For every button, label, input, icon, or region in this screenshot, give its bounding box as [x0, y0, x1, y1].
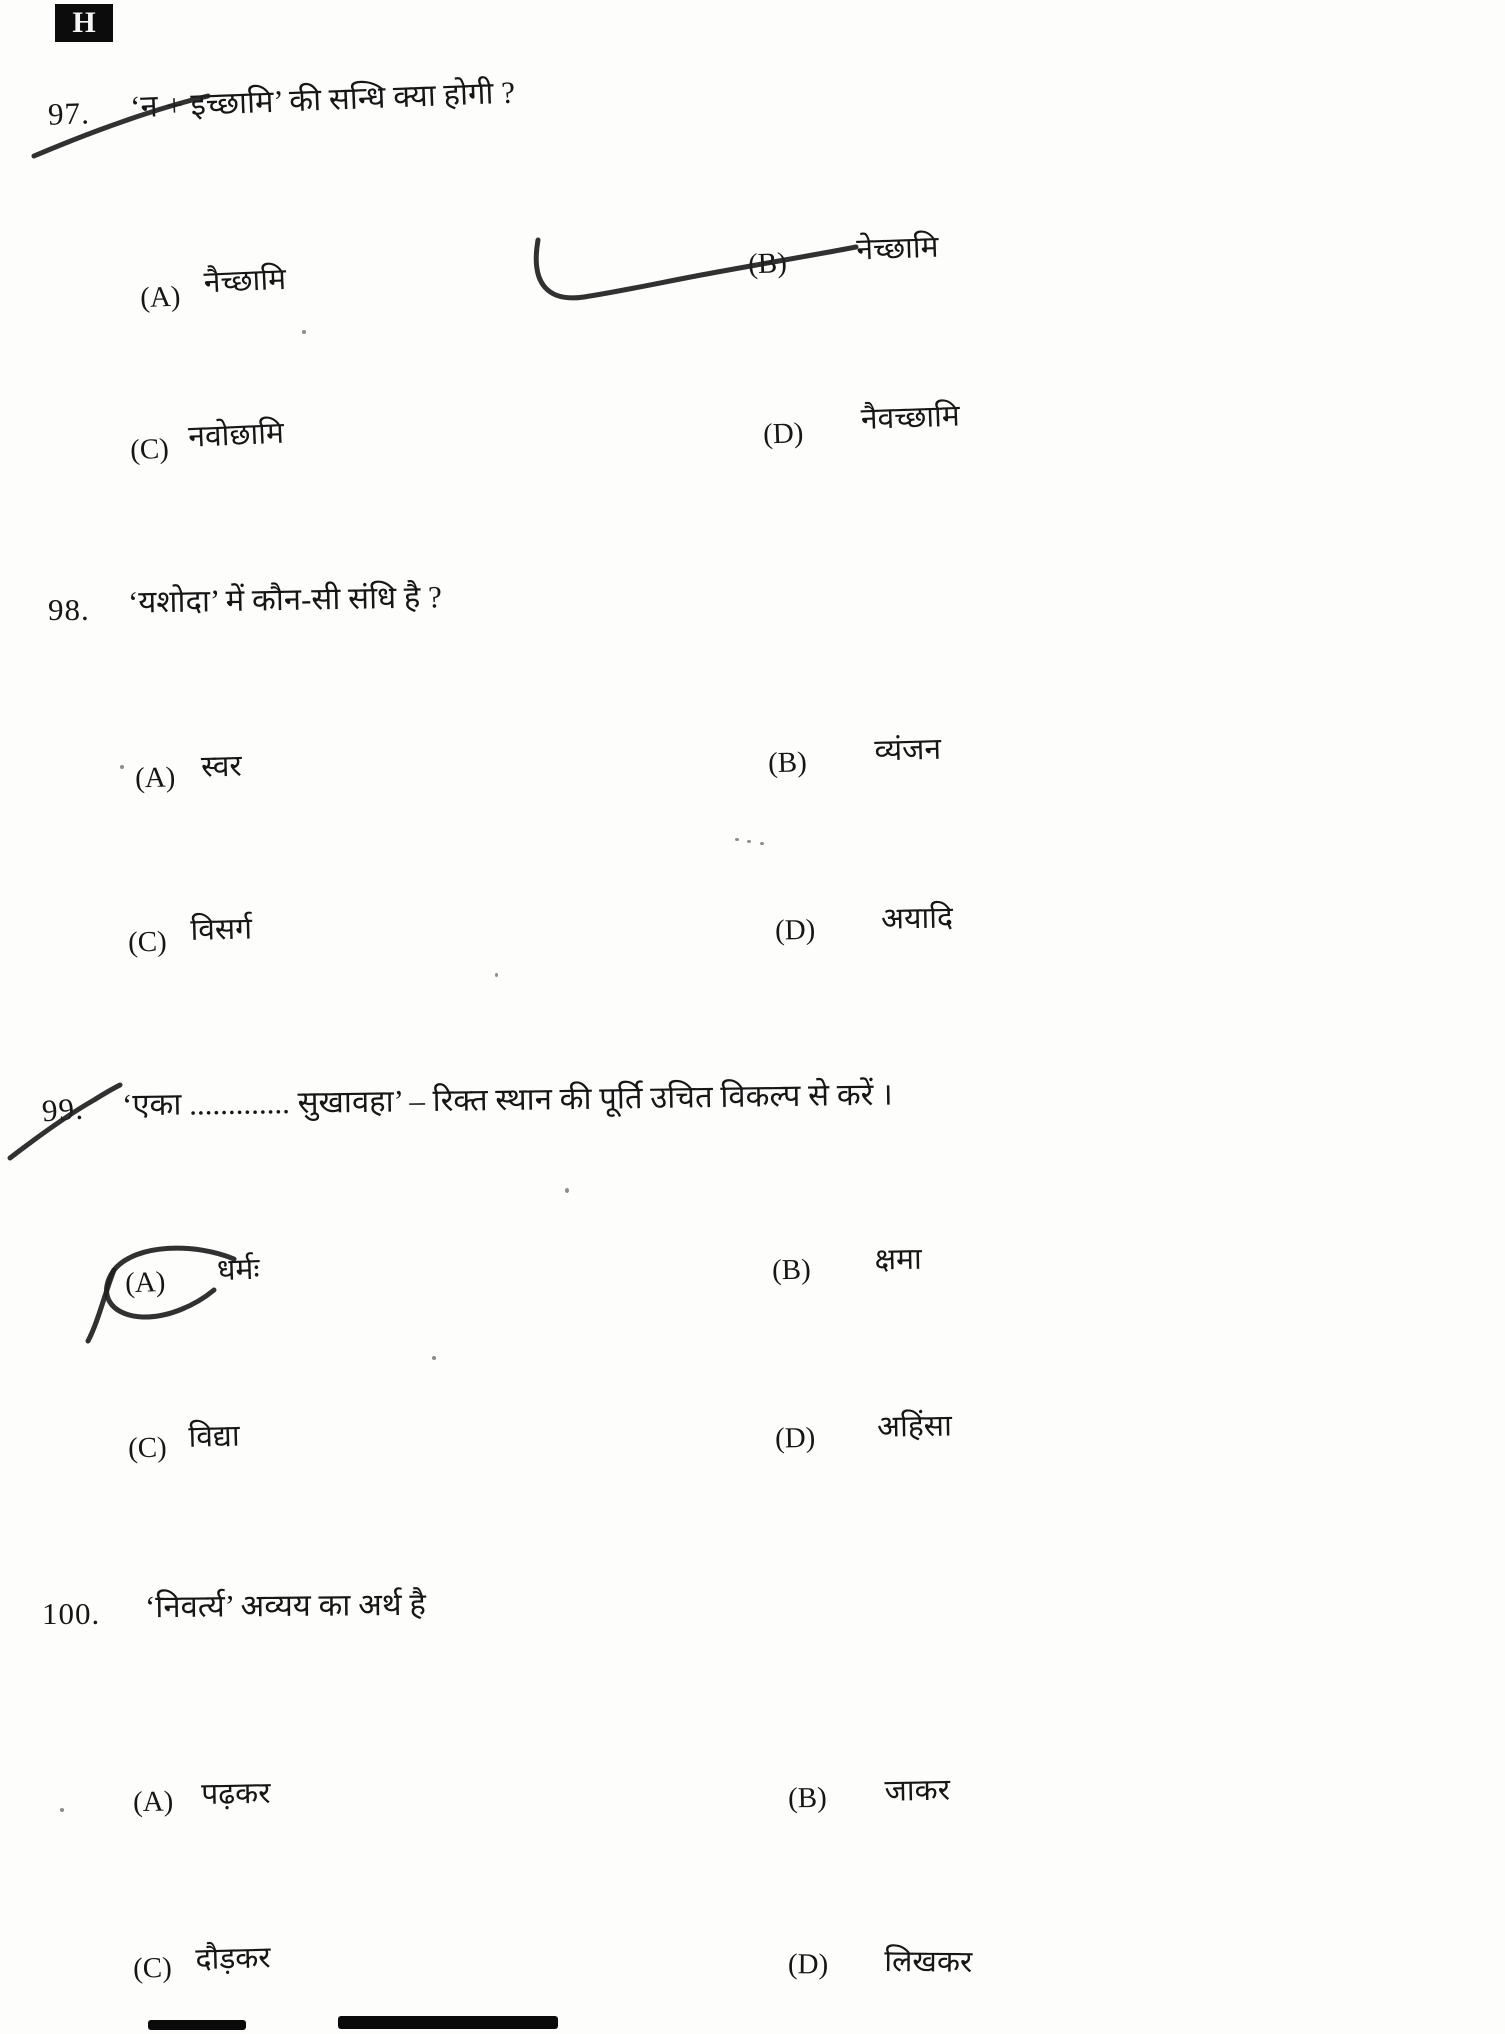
question-100-option-a	[133, 1777, 271, 1820]
question-97-option-d	[762, 399, 961, 453]
q97-option-a-text: नैच्छामि	[203, 262, 287, 300]
q99-option-b-text: क्षमा	[874, 1242, 923, 1277]
scan-speck	[565, 1188, 569, 1193]
q97-option-d-text: नैवच्छामि	[860, 399, 961, 437]
question-100-text: ‘निवर्त्य’ अव्यय का अर्थ है	[144, 1586, 426, 1625]
scan-speck	[760, 842, 764, 845]
q97-option-c-text: नवोछामि	[187, 416, 285, 454]
question-99-option-b	[771, 1242, 923, 1289]
q97-option-a-label: (A)	[139, 280, 182, 315]
question-100-option-d	[788, 1941, 973, 1984]
q100-option-a-text: पढ़कर	[200, 1776, 271, 1812]
q97-option-b-text: नेच्छामि	[855, 230, 940, 267]
q98-option-a-text: स्वर	[200, 749, 243, 784]
q98-option-c-text: विसर्ग	[190, 912, 253, 947]
q97-option-c-label: (C)	[129, 432, 170, 467]
question-98-option-c	[127, 912, 253, 960]
question-100-option-b	[788, 1773, 951, 1817]
q98-option-b-label: (B)	[767, 746, 808, 780]
q100-option-b-text: जाकर	[884, 1773, 951, 1808]
scan-speck	[735, 838, 739, 841]
scan-speck	[120, 765, 124, 769]
scan-speck	[747, 840, 751, 843]
q99-option-d-text: अहिंसा	[876, 1409, 953, 1444]
scan-speck	[495, 973, 498, 977]
question-98-option-d	[774, 901, 954, 948]
q98-option-a-label: (A)	[134, 761, 176, 795]
question-100-number: 100.	[42, 1596, 101, 1631]
q100-option-d-label: (D)	[787, 1948, 829, 1981]
q99-option-d-label: (D)	[774, 1421, 816, 1455]
q100-option-a-label: (A)	[132, 1785, 174, 1819]
q97-option-d-label: (D)	[762, 417, 804, 451]
question-100-option-c	[132, 1942, 271, 1987]
q99-option-b-label: (B)	[771, 1253, 812, 1287]
question-97-number: 97.	[47, 95, 91, 132]
q100-option-b-label: (B)	[787, 1781, 828, 1815]
q98-option-c-label: (C)	[127, 925, 168, 959]
booklet-series-letter: H	[72, 6, 96, 39]
question-99-option-a	[124, 1252, 261, 1302]
q99-option-c-label: (C)	[127, 1431, 168, 1465]
q100-option-d-text: लिखकर	[884, 1945, 973, 1979]
question-97-option-a	[139, 262, 287, 316]
q98-option-b-text: व्यंजन	[874, 732, 942, 768]
scan-speck	[432, 1356, 436, 1360]
booklet-series-badge	[55, 4, 113, 42]
question-99-text: ‘एका ............. सुखावहा’ – रिक्त स्थान की पूर्ति उचित विकल्प से करें ।	[121, 1076, 894, 1123]
scan-speck	[302, 330, 306, 334]
question-98-text: ‘यशोदा’ में कौन-सी संधि है ?	[127, 579, 443, 620]
question-98-option-a	[134, 749, 243, 797]
q100-option-c-label: (C)	[132, 1951, 173, 1985]
question-98-option-b	[767, 732, 942, 782]
scan-edge-mark	[148, 2020, 246, 2030]
q99-option-a-label: (A)	[124, 1265, 166, 1300]
q97-option-b-label: (B)	[747, 246, 788, 281]
q98-option-d-label: (D)	[774, 913, 816, 947]
question-99-number: 99.	[40, 1090, 85, 1129]
question-97-option-b	[747, 230, 940, 283]
q99-option-c-text: विद्या	[188, 1419, 241, 1454]
q100-option-c-text: दौड़कर	[195, 1941, 272, 1977]
pen-mark-circle-tail-q99-option-a	[88, 1270, 114, 1341]
q99-option-a-text: धर्मः	[216, 1252, 261, 1288]
question-97-option-c	[129, 416, 285, 469]
question-99-option-c	[127, 1419, 241, 1467]
scan-speck	[60, 1808, 64, 1812]
question-99-option-d	[774, 1409, 953, 1456]
scan-edge-mark	[338, 2016, 558, 2029]
question-97-text: ‘न + इच्छामि’ की सन्धि क्या होगी ?	[129, 74, 516, 125]
question-98-number: 98.	[48, 592, 90, 627]
q98-option-d-text: अयादि	[880, 901, 954, 936]
